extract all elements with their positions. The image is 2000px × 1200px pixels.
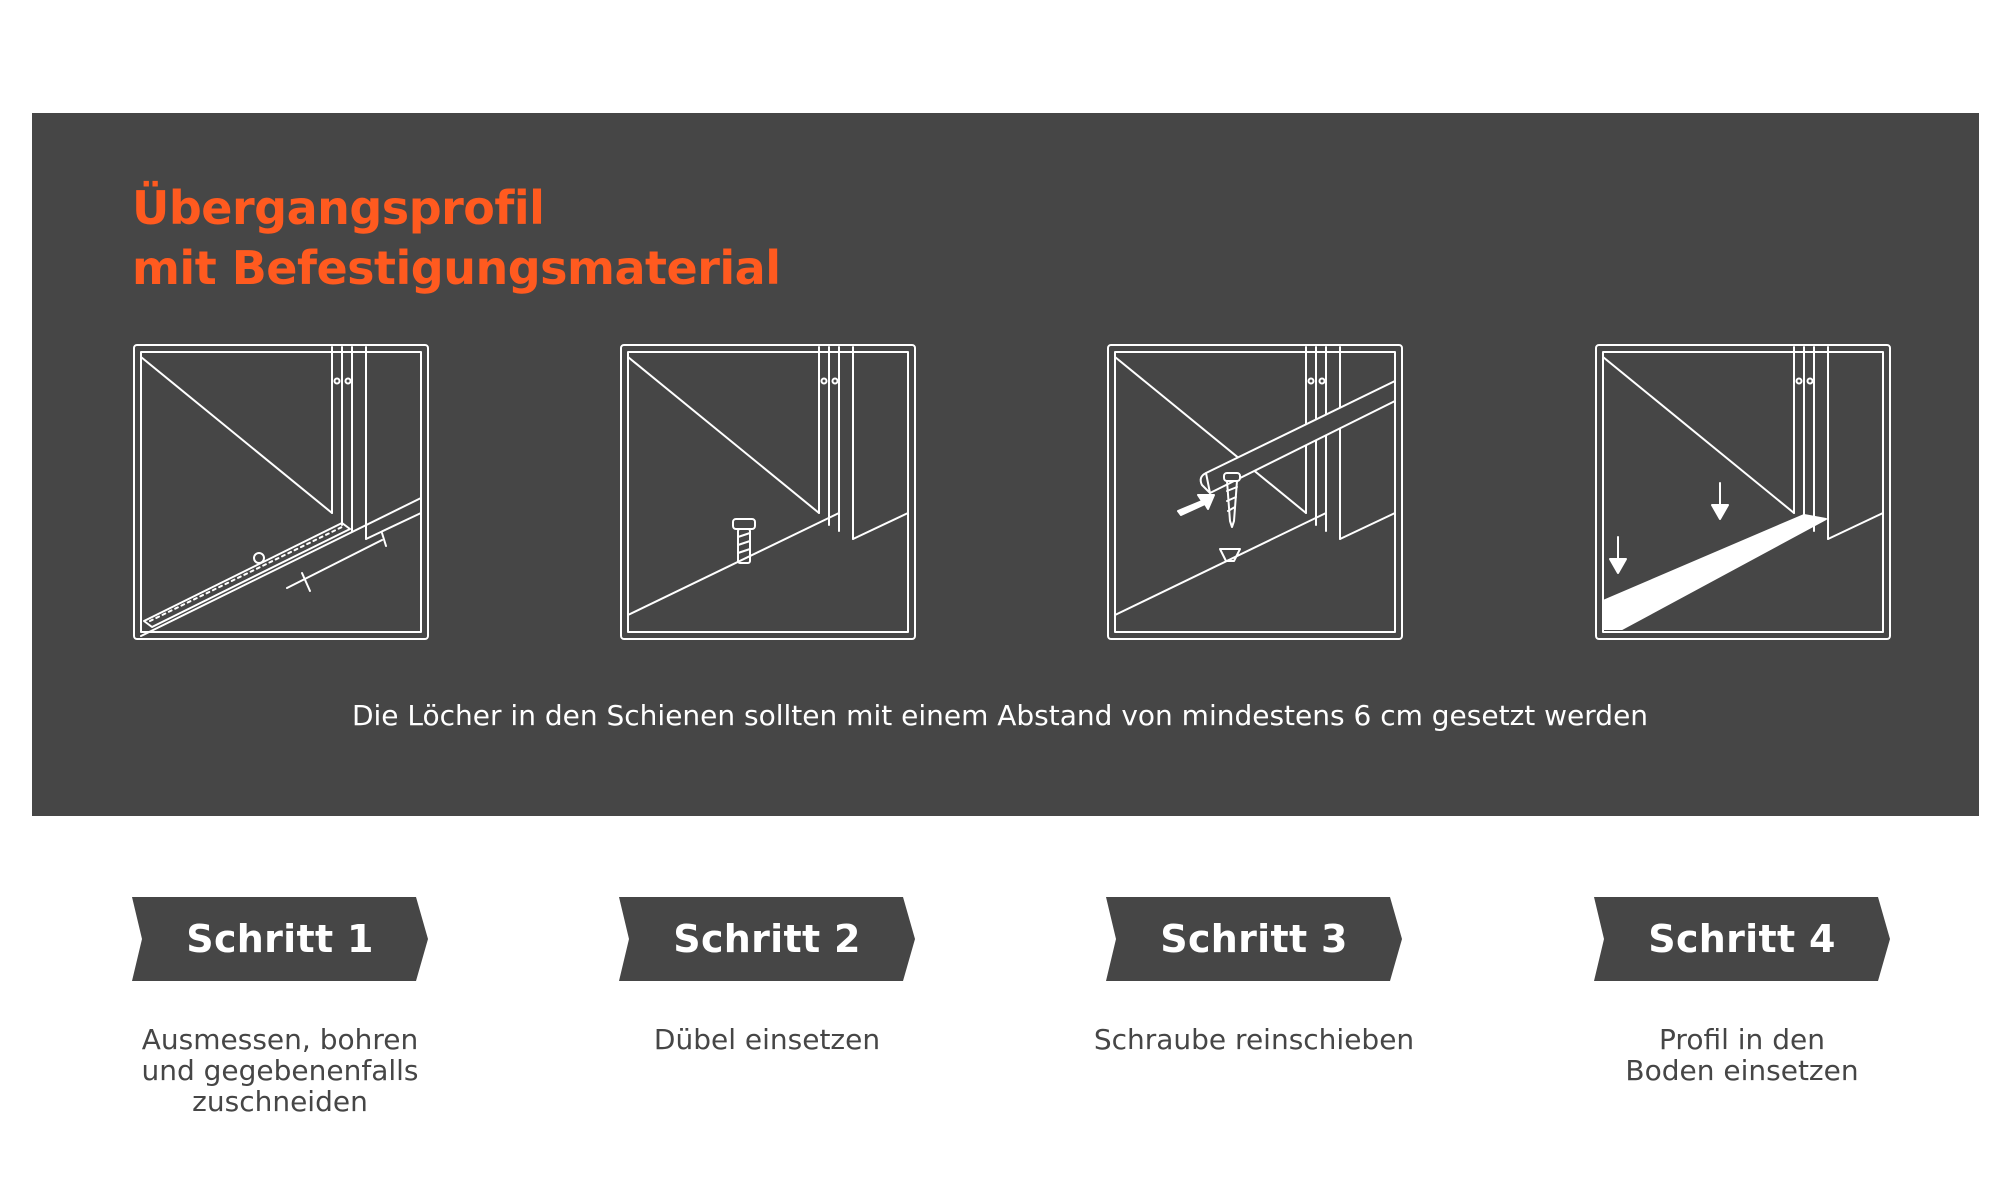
step-3-illustration: [1106, 343, 1404, 641]
screw-icon: [1106, 343, 1404, 641]
page-title: [132, 178, 780, 298]
drilling-distance-note: Die Löcher in den Schienen sollten mit einem Abstand von mindestens 6 cm gesetzt werden: [351, 699, 1649, 732]
title-line-1: Übergangsprofil: [132, 181, 545, 235]
step-2-illustration: [619, 343, 917, 641]
step-badge-4: [1594, 897, 1890, 981]
step-description-2: Dübel einsetzen: [653, 1023, 881, 1056]
step-description-4: Profil in den Boden einsetzen: [1625, 1023, 1859, 1087]
press-profile-icon: [1594, 343, 1892, 641]
drilling-rail-icon: [132, 343, 430, 641]
step-description-3: Schraube reinschieben: [1093, 1023, 1415, 1056]
step-label: Schritt 4: [1648, 917, 1836, 961]
dowel-icon: [619, 343, 917, 641]
step-badge-3: [1106, 897, 1402, 981]
title-line-2: mit Befestigungsmaterial: [132, 241, 781, 295]
step-1-illustration: [132, 343, 430, 641]
step-label: Schritt 1: [186, 917, 374, 961]
step-description-1: Ausmessen, bohren und gegebenenfalls zuschneiden: [141, 1023, 419, 1118]
step-label: Schritt 2: [673, 917, 861, 961]
step-label: Schritt 3: [1160, 917, 1348, 961]
step-badge-1: [132, 897, 428, 981]
step-badge-2: [619, 897, 915, 981]
step-4-illustration: [1594, 343, 1892, 641]
